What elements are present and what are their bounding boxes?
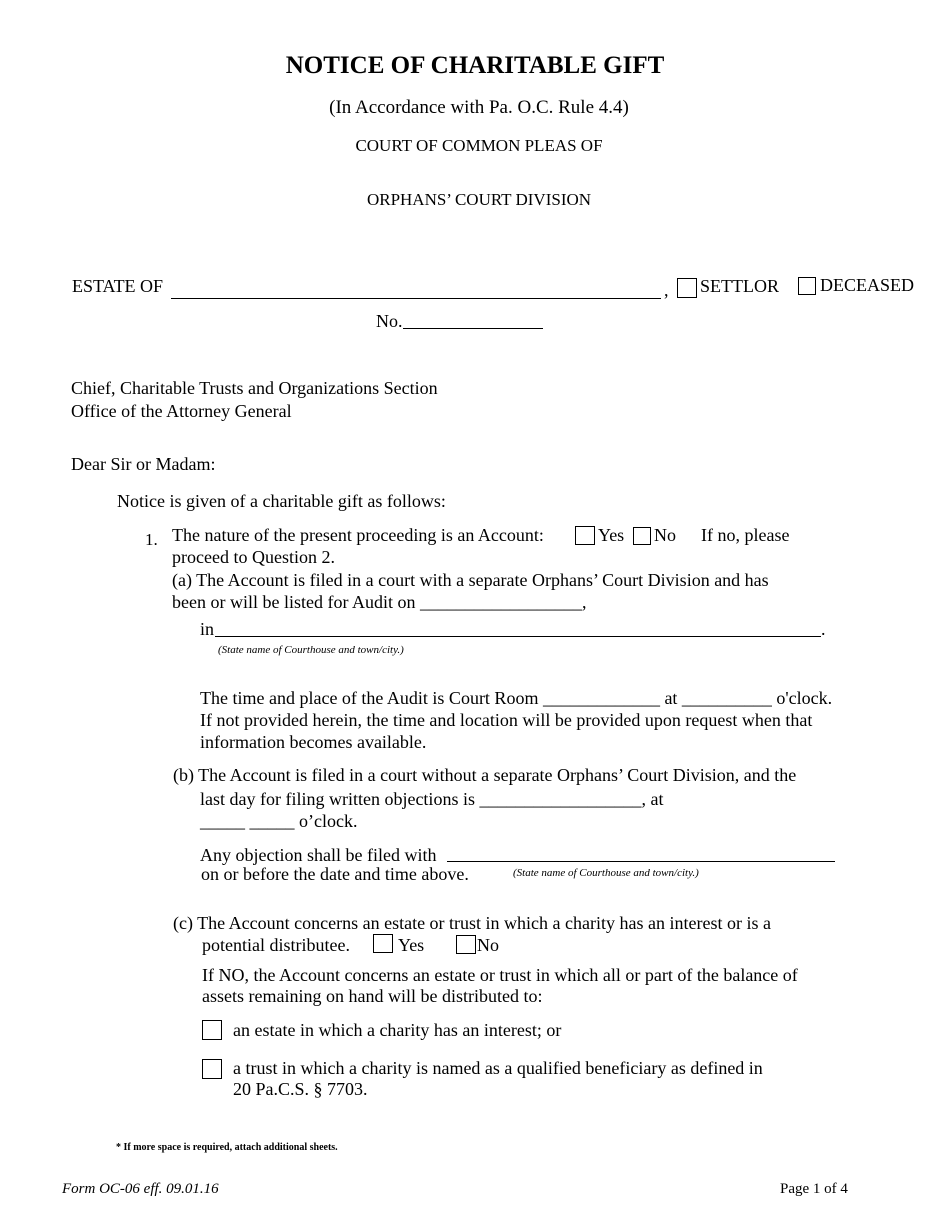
part-b-line-1: (b) The Account is filed in a court without a separate Orphans’ Court Division, and the — [173, 765, 797, 785]
trust-option-line-1: a trust in which a charity is named as a qualified beneficiary as defined in — [233, 1058, 763, 1078]
account-no-label: No — [654, 525, 676, 545]
settlor-label: SETTLOR — [700, 276, 779, 296]
deceased-checkbox[interactable] — [798, 277, 816, 295]
case-number-field[interactable] — [403, 328, 543, 329]
case-number-label: No. — [376, 311, 403, 331]
audit-time-line-3: information becomes available. — [200, 732, 427, 752]
part-b-line-2: last day for filing written objections is __________________, at — [200, 789, 664, 809]
part-a-line-2: been or will be listed for Audit on __________________, — [172, 592, 587, 612]
charity-no-label: No — [477, 935, 499, 955]
part-b-line-3: _____ _____ o’clock. — [200, 811, 358, 831]
part-a-period: . — [821, 619, 826, 639]
page-title: NOTICE OF CHARITABLE GIFT — [285, 52, 665, 79]
charity-no-checkbox[interactable] — [456, 935, 476, 954]
courthouse-field-a[interactable] — [215, 636, 821, 637]
if-no-line-1: If NO, the Account concerns an estate or trust in which all or part of the balance of — [202, 965, 798, 985]
footnote: * If more space is required, attach additional sheets. — [116, 1142, 338, 1153]
account-no-checkbox[interactable] — [633, 527, 651, 545]
settlor-checkbox[interactable] — [677, 278, 697, 298]
charity-yes-checkbox[interactable] — [373, 934, 393, 953]
objection-courthouse-field[interactable] — [447, 861, 835, 862]
estate-option-checkbox[interactable] — [202, 1020, 222, 1040]
part-a-in-label: in — [200, 619, 215, 639]
part-a-line-1: (a) The Account is filed in a court with a separate Orphans’ Court Division and has — [172, 570, 769, 590]
form-id: Form OC-06 eff. 09.01.16 — [62, 1181, 219, 1197]
estate-comma: , — [664, 280, 669, 300]
addressee-line-2: Office of the Attorney General — [71, 401, 292, 421]
page-subtitle: (In Accordance with Pa. O.C. Rule 4.4) — [329, 97, 629, 118]
objection-line-2: on or before the date and time above. — [201, 864, 469, 884]
court-heading: COURT OF COMMON PLEAS OF — [355, 136, 603, 155]
division-heading: ORPHANS’ COURT DIVISION — [366, 190, 592, 209]
question-1-continued: proceed to Question 2. — [172, 547, 335, 567]
courthouse-hint-a: (State name of Courthouse and town/city.) — [218, 644, 404, 656]
estate-label: ESTATE OF — [72, 276, 164, 296]
page-number: Page 1 of 4 — [780, 1181, 848, 1197]
intro-text: Notice is given of a charitable gift as follows: — [117, 491, 446, 511]
part-c-line-1: (c) The Account concerns an estate or trust in which a charity has an interest or is a — [173, 913, 771, 933]
audit-time-line-1: The time and place of the Audit is Court Room _____________ at __________ o'clock. — [200, 688, 833, 708]
if-no-line-2: assets remaining on hand will be distributed to: — [202, 986, 543, 1006]
deceased-label: DECEASED — [820, 275, 914, 295]
addressee-line-1: Chief, Charitable Trusts and Organizations Section — [71, 378, 438, 398]
question-number: 1. — [145, 530, 158, 549]
estate-name-field[interactable] — [171, 298, 661, 299]
salutation: Dear Sir or Madam: — [71, 454, 216, 474]
trust-option-line-2: 20 Pa.C.S. § 7703. — [233, 1079, 368, 1099]
part-c-line-2: potential distributee. — [202, 935, 350, 955]
charity-yes-label: Yes — [398, 935, 425, 955]
courthouse-hint-b: (State name of Courthouse and town/city.) — [513, 867, 699, 879]
account-yes-label: Yes — [598, 525, 625, 545]
question-1-text: The nature of the present proceeding is an Account: — [172, 525, 544, 545]
estate-option-label: an estate in which a charity has an interest; or — [233, 1020, 562, 1040]
audit-time-line-2: If not provided herein, the time and location will be provided upon request when that — [200, 710, 813, 730]
if-no-text: If no, please — [701, 525, 790, 545]
trust-option-checkbox[interactable] — [202, 1059, 222, 1079]
objection-line-1: Any objection shall be filed with — [200, 845, 437, 865]
account-yes-checkbox[interactable] — [575, 526, 595, 545]
